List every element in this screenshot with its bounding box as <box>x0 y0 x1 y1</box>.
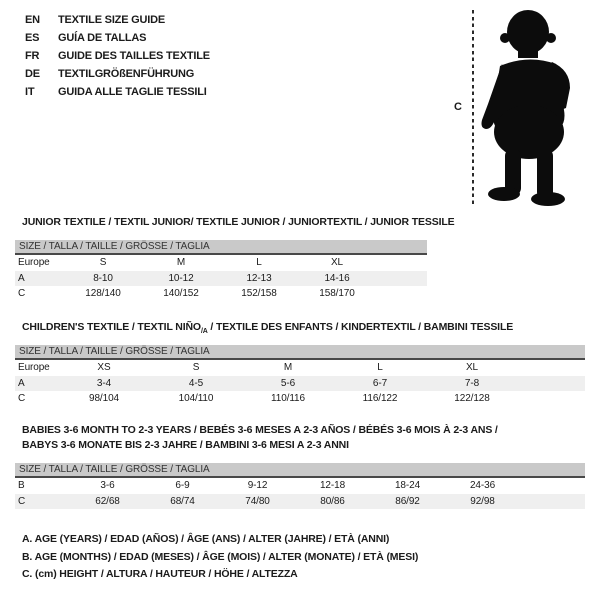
baby-silhouette-icon <box>478 6 594 208</box>
footnotes-block <box>22 531 418 584</box>
row-label: A <box>18 377 25 389</box>
row-label: C <box>18 393 26 404</box>
size-bar: SIZE / TALLA / TAILLE / GRÖSSE / TAGLIA <box>15 345 585 360</box>
lang-label: TEXTILGRÖßENFÜHRUNG <box>58 68 195 80</box>
lang-label: GUIDE DES TAILLES TEXTILE <box>58 50 210 62</box>
cell-value: 92/98 <box>470 495 495 507</box>
row-label: C <box>18 495 26 507</box>
lang-row-it <box>25 83 210 101</box>
cell-value: 140/152 <box>163 288 199 299</box>
header-cell-size: S <box>99 257 107 268</box>
junior-size-table <box>15 240 427 302</box>
header-cell-size: M <box>283 362 293 373</box>
header-cell-size: S <box>192 362 200 373</box>
cell-value: 98/104 <box>89 393 119 404</box>
children-title-prefix: CHILDREN'S TEXTILE / TEXTIL NIÑO <box>22 321 201 333</box>
cell-value: 12-13 <box>246 272 272 284</box>
lang-code: FR <box>25 50 40 62</box>
cell-value: 10-12 <box>168 272 194 284</box>
babies-title-line2: BABYS 3-6 MONATE BIS 2-3 JAHRE / BAMBINI 3-6 MESI A 2-3 ANNI <box>22 438 349 451</box>
table-row-c <box>15 391 585 407</box>
table-row-a <box>15 271 427 287</box>
babies-table-title <box>22 423 587 452</box>
header-cell-size: XS <box>97 362 111 373</box>
size-bar: SIZE / TALLA / TAILLE / GRÖSSE / TAGLIA <box>15 240 427 255</box>
header-cell-size: L <box>377 362 383 373</box>
table-row-b <box>15 478 585 494</box>
lang-code: EN <box>25 14 40 26</box>
table-row-a <box>15 376 585 392</box>
cell-value: 74/80 <box>245 495 270 507</box>
footnote-b: B. AGE (MONTHS) / EDAD (MESES) / ÂGE (MOIS) / ALTER (MONATE) / ETÀ (MESI) <box>22 550 419 563</box>
header-cell-size: XL <box>330 257 344 268</box>
lang-row-es <box>25 29 210 47</box>
cell-value: 80/86 <box>320 495 345 507</box>
footnote-a: A. AGE (YEARS) / EDAD (AÑOS) / ÂGE (ANS) / ALTER (JAHRE) / ETÀ (ANNI) <box>22 533 390 545</box>
lang-label: TEXTILE SIZE GUIDE <box>58 14 166 26</box>
cell-value: 104/110 <box>178 393 214 404</box>
table-header-row <box>15 255 427 271</box>
children-size-table <box>15 345 585 407</box>
table-row-c <box>15 286 427 302</box>
size-bar: SIZE / TALLA / TAILLE / GRÖSSE / TAGLIA <box>15 463 585 478</box>
height-dashed-line <box>472 10 474 206</box>
cell-value: 9-12 <box>247 480 268 491</box>
cell-value: 8-10 <box>93 272 113 284</box>
lang-code: DE <box>25 68 40 80</box>
cell-value: 68/74 <box>170 495 195 507</box>
cell-value: 62/68 <box>95 495 120 507</box>
cell-value: 3-4 <box>96 377 112 389</box>
cell-value: 158/170 <box>319 288 355 299</box>
cell-value: 24-36 <box>469 480 496 491</box>
cell-value: 116/122 <box>362 393 398 404</box>
cell-value: 4-5 <box>188 377 204 389</box>
lang-label: GUÍA DE TALLAS <box>58 32 147 44</box>
cell-value: 12-18 <box>319 480 346 491</box>
header-cell-size: XL <box>465 362 479 373</box>
row-label: B <box>18 480 25 491</box>
height-measure-label: C <box>454 101 462 113</box>
row-label: A <box>18 272 25 284</box>
children-title-sub: /A <box>200 328 208 336</box>
cell-value: 110/116 <box>271 393 305 404</box>
children-table-title <box>22 320 587 340</box>
header-cell-region: Europe <box>18 362 50 373</box>
cell-value: 14-16 <box>324 272 350 284</box>
cell-value: 6-7 <box>372 377 388 389</box>
junior-table-title: JUNIOR TEXTILE / TEXTIL JUNIOR/ TEXTILE JUNIOR / JUNIORTEXTIL / JUNIOR TESSILE <box>22 216 455 228</box>
header-cell-size: M <box>176 257 186 268</box>
lang-code: ES <box>25 32 40 44</box>
lang-label: GUIDA ALLE TAGLIE TESSILI <box>58 86 207 98</box>
cell-value: 128/140 <box>85 288 121 299</box>
children-title-suffix: / TEXTILE DES ENFANTS / KINDERTEXTIL / BAMBINI TESSILE <box>207 321 514 333</box>
header-cell-region: Europe <box>18 257 50 268</box>
cell-value: 7-8 <box>464 377 480 389</box>
language-title-block <box>25 11 210 101</box>
header-cell-size: L <box>256 257 262 268</box>
babies-size-table <box>15 463 585 509</box>
lang-row-fr <box>25 47 210 65</box>
cell-value: 6-9 <box>175 480 190 491</box>
cell-value: 5-6 <box>280 377 296 389</box>
cell-value: 122/128 <box>454 393 490 404</box>
table-row-c <box>15 494 585 510</box>
row-label: C <box>18 288 26 299</box>
cell-value: 86/92 <box>395 495 420 507</box>
table-header-row <box>15 360 585 376</box>
cell-value: 3-6 <box>100 480 115 491</box>
babies-title-line1: BABIES 3-6 MONTH TO 2-3 YEARS / BEBÉS 3-6 MESES A 2-3 AÑOS / BÉBÉS 3-6 MOIS À 2-3 ANS / <box>22 424 498 436</box>
lang-row-en <box>25 11 210 29</box>
cell-value: 152/158 <box>241 288 277 299</box>
lang-code: IT <box>25 86 35 98</box>
lang-row-de <box>25 65 210 83</box>
footnote-c: C. (cm) HEIGHT / ALTURA / HAUTEUR / HÖHE / ALTEZZA <box>22 568 298 580</box>
cell-value: 18-24 <box>394 480 421 491</box>
